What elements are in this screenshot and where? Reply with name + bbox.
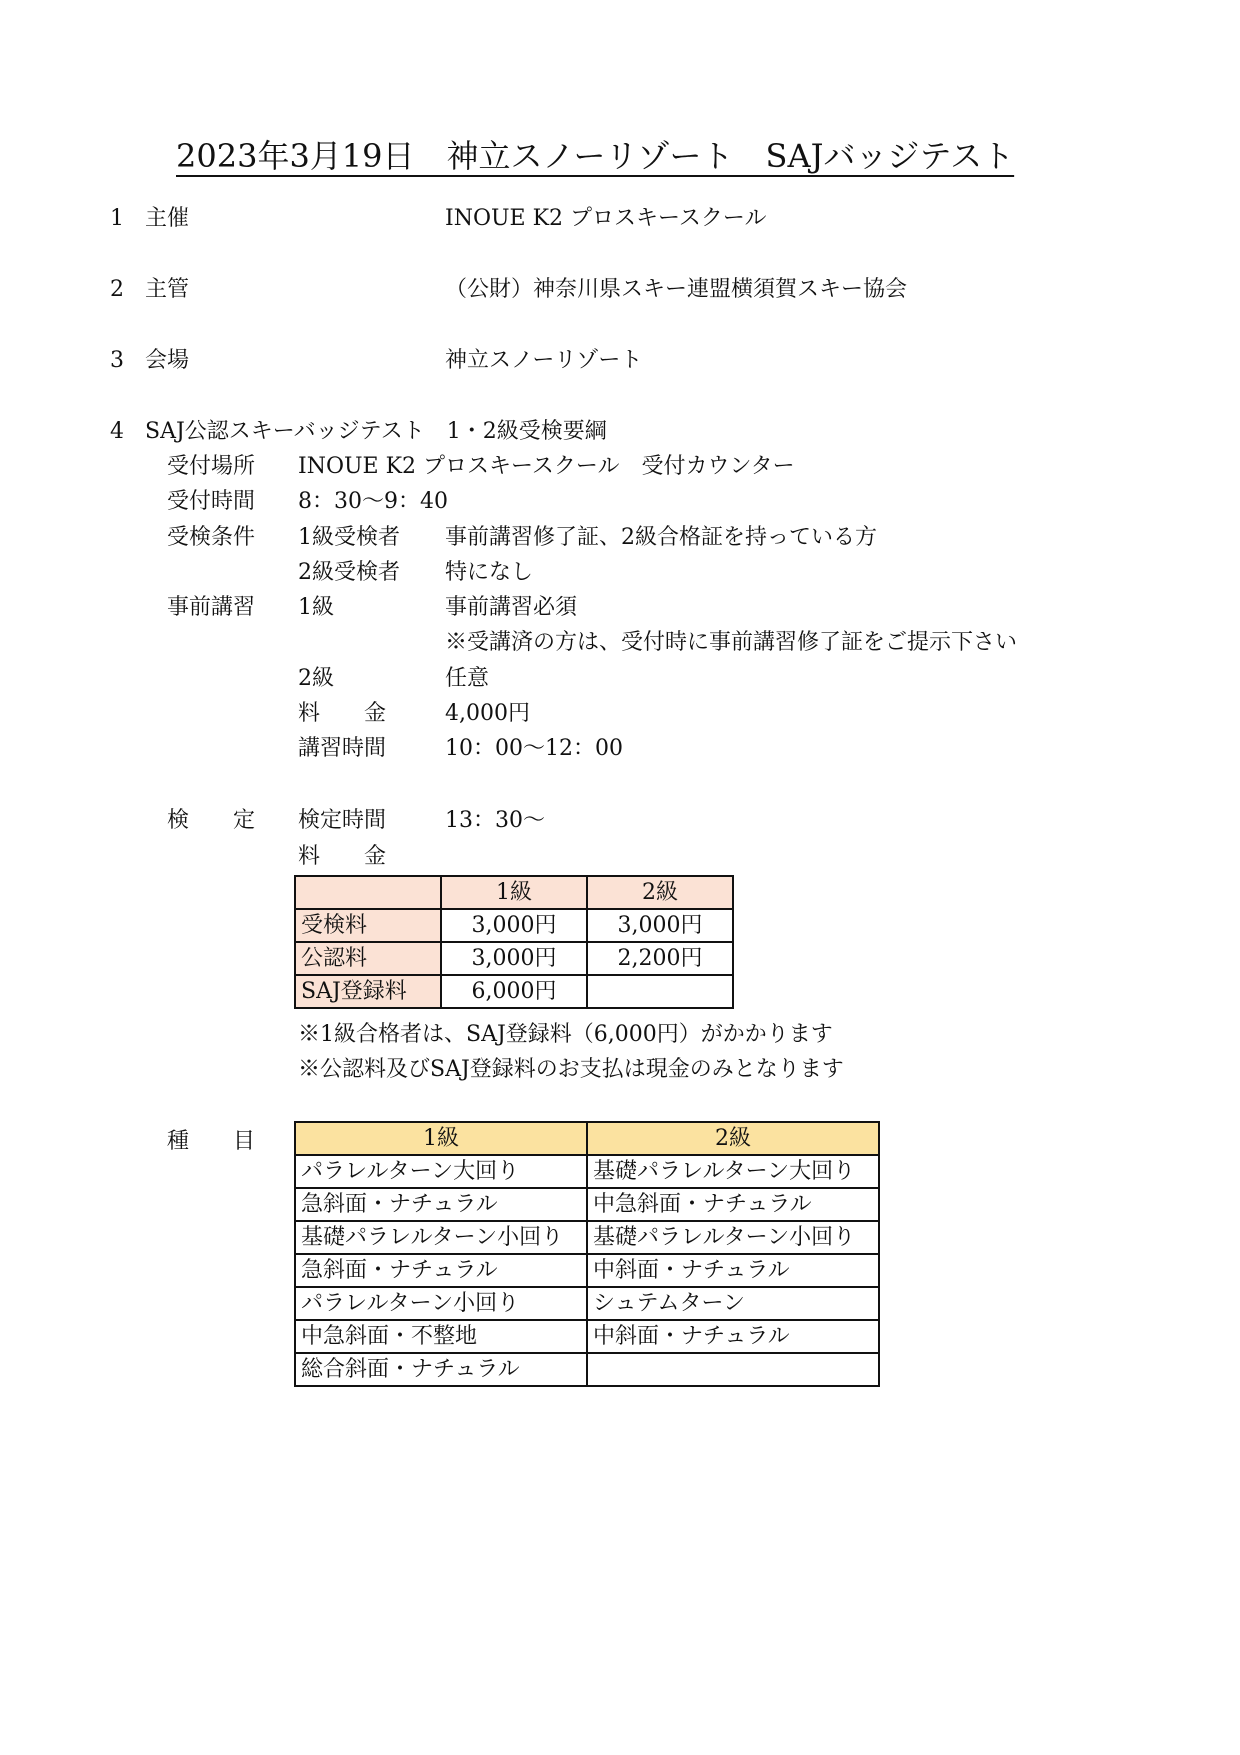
events-table xyxy=(294,1121,880,1387)
reception-time-value: 8：30〜9：40 xyxy=(298,489,448,514)
item-3-number: 3 xyxy=(110,348,124,373)
table-row xyxy=(295,1254,879,1287)
fee-cell: 3,000円 xyxy=(441,942,587,975)
event-cell xyxy=(587,1353,879,1386)
event-cell: 中斜面・ナチュラル xyxy=(587,1254,879,1287)
fee-cell: 6,000円 xyxy=(441,975,587,1008)
table-row xyxy=(295,909,733,942)
event-cell: 中斜面・ナチュラル xyxy=(587,1320,879,1353)
fee-table-header-grade1: 1級 xyxy=(441,876,587,909)
event-cell: シュテムターン xyxy=(587,1287,879,1320)
event-cell: パラレルターン大回り xyxy=(295,1155,587,1188)
table-row xyxy=(295,1320,879,1353)
condition-1-text: 事前講習修了証、2級合格証を持っている方 xyxy=(445,525,877,550)
pre-course-2-grade: 2級 xyxy=(298,666,334,691)
item-1-value: INOUE K2 プロスキースクール xyxy=(445,206,767,231)
events-header-grade1: 1級 xyxy=(295,1122,587,1155)
events-label: 種 目 xyxy=(167,1129,256,1154)
event-cell: 急斜面・ナチュラル xyxy=(295,1254,587,1287)
fee-row-label: 受検料 xyxy=(295,909,441,942)
fee-table-corner xyxy=(295,876,441,909)
condition-2-text: 特になし xyxy=(445,560,534,585)
pre-course-label: 事前講習 xyxy=(167,595,256,620)
event-cell: 総合斜面・ナチュラル xyxy=(295,1353,587,1386)
table-row xyxy=(295,942,733,975)
fee-note-2: ※公認料及びSAJ登録料のお支払は現金のみとなります xyxy=(298,1057,844,1082)
event-cell: 急斜面・ナチュラル xyxy=(295,1188,587,1221)
fee-cell: 3,000円 xyxy=(587,909,733,942)
condition-1-grade: 1級受検者 xyxy=(298,525,400,550)
table-row xyxy=(295,1188,879,1221)
condition-2-grade: 2級受検者 xyxy=(298,560,400,585)
event-cell: パラレルターン小回り xyxy=(295,1287,587,1320)
pre-course-time-value: 10：00〜12：00 xyxy=(445,736,623,761)
event-cell: 中急斜面・ナチュラル xyxy=(587,1188,879,1221)
pre-course-2-text: 任意 xyxy=(445,666,490,691)
conditions-label: 受検条件 xyxy=(167,525,256,550)
table-row xyxy=(295,1353,879,1386)
exam-time-label: 検定時間 xyxy=(298,808,387,833)
item-2-value: （公財）神奈川県スキー連盟横須賀スキー協会 xyxy=(445,277,908,302)
item-2-label: 主管 xyxy=(145,277,190,302)
event-cell: 基礎パラレルターン小回り xyxy=(587,1221,879,1254)
item-2-number: 2 xyxy=(110,277,124,302)
fee-note-1: ※1級合格者は、SAJ登録料（6,000円）がかかります xyxy=(298,1022,833,1047)
item-1-number: 1 xyxy=(110,206,124,231)
fee-table-header-row xyxy=(295,876,733,909)
exam-fee-label: 料 金 xyxy=(298,844,387,869)
events-table-header-row xyxy=(295,1122,879,1155)
item-1-label: 主催 xyxy=(145,206,190,231)
section-4-number: 4 xyxy=(110,419,124,444)
reception-time-label: 受付時間 xyxy=(167,489,256,514)
exam-label: 検 定 xyxy=(167,808,256,833)
table-row xyxy=(295,1287,879,1320)
pre-course-1-grade: 1級 xyxy=(298,595,334,620)
event-cell: 中急斜面・不整地 xyxy=(295,1320,587,1353)
table-row xyxy=(295,975,733,1008)
event-cell: 基礎パラレルターン小回り xyxy=(295,1221,587,1254)
pre-course-1-text: 事前講習必須 xyxy=(445,595,578,620)
fee-row-label: 公認料 xyxy=(295,942,441,975)
table-row xyxy=(295,1221,879,1254)
item-3-label: 会場 xyxy=(145,348,190,373)
page-title: 2023年3月19日 神立スノーリゾート SAJバッジテスト xyxy=(176,137,1015,175)
pre-course-time-label: 講習時間 xyxy=(298,736,387,761)
table-row xyxy=(295,1155,879,1188)
fee-table xyxy=(294,875,734,1009)
fee-cell xyxy=(587,975,733,1008)
events-header-grade2: 2級 xyxy=(587,1122,879,1155)
pre-course-1-note: ※受講済の方は、受付時に事前講習修了証をご提示下さい xyxy=(445,630,1018,655)
reception-place-value: INOUE K2 プロスキースクール 受付カウンター xyxy=(298,454,795,479)
fee-row-label: SAJ登録料 xyxy=(295,975,441,1008)
item-3-value: 神立スノーリゾート xyxy=(445,348,643,373)
pre-course-fee-label: 料 金 xyxy=(298,701,387,726)
reception-place-label: 受付場所 xyxy=(167,454,256,479)
event-cell: 基礎パラレルターン大回り xyxy=(587,1155,879,1188)
fee-cell: 2,200円 xyxy=(587,942,733,975)
fee-table-header-grade2: 2級 xyxy=(587,876,733,909)
fee-cell: 3,000円 xyxy=(441,909,587,942)
pre-course-fee-value: 4,000円 xyxy=(445,701,530,726)
section-4-heading: SAJ公認スキーバッジテスト 1・2級受検要綱 xyxy=(145,419,607,444)
exam-time-value: 13：30〜 xyxy=(445,808,545,833)
